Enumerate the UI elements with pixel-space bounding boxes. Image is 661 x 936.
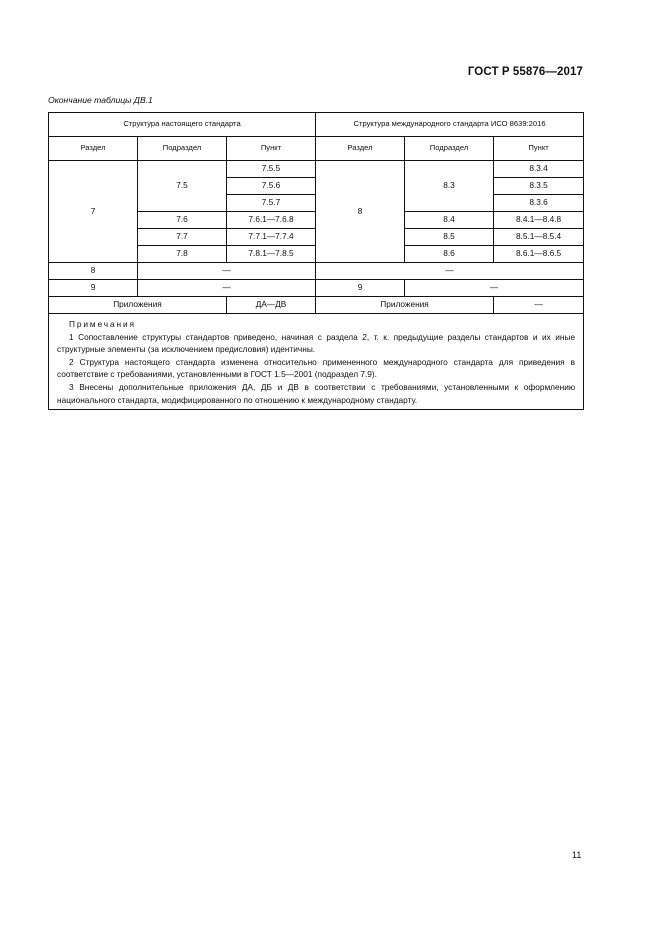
- column-header: Подраздел: [138, 137, 227, 161]
- table-cell: Приложения: [49, 297, 227, 314]
- table-cell: Приложения: [316, 297, 494, 314]
- table-cell: 8.3.5: [494, 178, 584, 195]
- table-cell: —: [494, 297, 584, 314]
- table-cell: 7.8.1—7.8.5: [227, 246, 316, 263]
- table-cell: 8.3: [405, 161, 494, 212]
- table-cell: 8: [49, 263, 138, 280]
- table-cell: 9: [49, 280, 138, 297]
- table-cell: 8.6.1—8.6.5: [494, 246, 584, 263]
- page-number: 11: [572, 850, 582, 860]
- table-cell: —: [138, 263, 316, 280]
- comparison-table: [48, 112, 584, 410]
- table-cell: 7.7: [138, 229, 227, 246]
- international-structure-header: Структура международного стандарта ИСО 8639:2016: [316, 113, 584, 137]
- column-header: Пункт: [494, 137, 584, 161]
- table-caption: Окончание таблицы ДВ.1: [48, 95, 153, 105]
- table-row: [49, 161, 584, 178]
- note-item: 1 Сопоставление структуры стандартов приведено, начиная с раздела 2, т. к. предыдущие разделы стандартов и их иные структурные элементы (за исключением предисловия) идентичны.: [57, 331, 576, 355]
- table-column-header-row: [49, 137, 584, 161]
- table-row: [49, 280, 584, 297]
- table-cell: 7: [49, 161, 138, 263]
- column-header: Раздел: [316, 137, 405, 161]
- table-group-header-row: [49, 113, 584, 137]
- column-header: Раздел: [49, 137, 138, 161]
- table-cell: 7.6.1—7.6.8: [227, 212, 316, 229]
- table-cell: 7.5.6: [227, 178, 316, 195]
- document-code: ГОСТ Р 55876—2017: [467, 66, 583, 78]
- table-cell: 8.4: [405, 212, 494, 229]
- table-cell: 8.6: [405, 246, 494, 263]
- table-cell: 9: [316, 280, 405, 297]
- table-row: [49, 263, 584, 280]
- table-cell: 8.3.4: [494, 161, 584, 178]
- notes-block: [49, 314, 584, 410]
- table-cell: 7.5: [138, 161, 227, 212]
- table-cell: 8.5: [405, 229, 494, 246]
- table-cell: 8.5.1—8.5.4: [494, 229, 584, 246]
- notes-row: [49, 314, 584, 410]
- table-cell: —: [405, 280, 584, 297]
- notes-title: Примечания: [69, 319, 136, 329]
- table-cell: —: [138, 280, 316, 297]
- table-cell: 8.3.6: [494, 195, 584, 212]
- table-cell: —: [316, 263, 584, 280]
- table-cell: ДА—ДВ: [227, 297, 316, 314]
- table-cell: 7.7.1—7.7.4: [227, 229, 316, 246]
- column-header: Пункт: [227, 137, 316, 161]
- table-row: [49, 297, 584, 314]
- table-cell: 8.4.1—8.4.8: [494, 212, 584, 229]
- table-cell: 8: [316, 161, 405, 263]
- column-header: Подраздел: [405, 137, 494, 161]
- table-cell: 7.8: [138, 246, 227, 263]
- table-cell: 7.5.5: [227, 161, 316, 178]
- note-item: 3 Внесены дополнительные приложения ДА, ДБ и ДВ в соответствии с требованиями, установленными к оформлению национального стандарта, модифицированного по отношению к международному стандарту.: [57, 381, 576, 405]
- table-cell: 7.5.7: [227, 195, 316, 212]
- national-structure-header: Структура настоящего стандарта: [49, 113, 316, 137]
- table-cell: 7.6: [138, 212, 227, 229]
- note-item: 2 Структура настоящего стандарта изменена относительно примененного международного стандарта для приведения в соответствие с требованиями, установленными в ГОСТ 1.5—2001 (подраздел 7.9).: [57, 356, 576, 380]
